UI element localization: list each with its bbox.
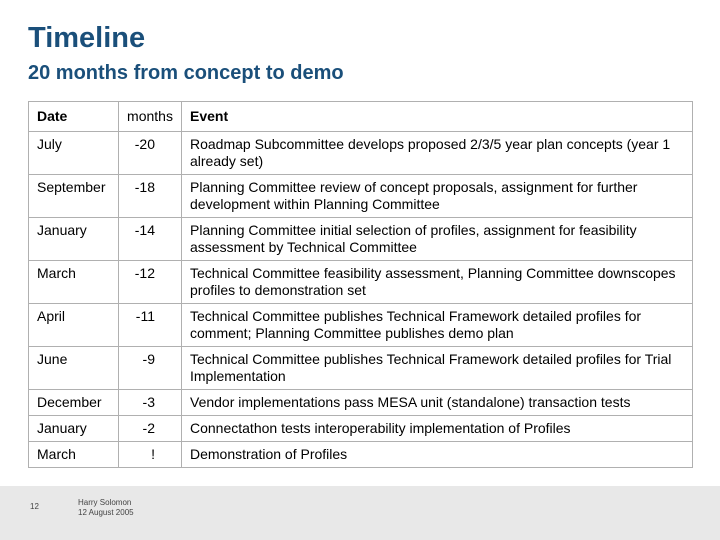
row-event: Technical Committee publishes Technical Framework detailed profiles for Trial Implementation — [182, 347, 693, 390]
row-date: July — [29, 132, 119, 175]
row-months: -2 — [119, 416, 182, 442]
timeline-table — [28, 101, 693, 468]
row-date: December — [29, 390, 119, 416]
table-row — [29, 442, 693, 468]
table-row — [29, 416, 693, 442]
row-date: March — [29, 261, 119, 304]
row-date: April — [29, 304, 119, 347]
footer-author: Harry Solomon — [78, 498, 132, 507]
column-header-event: Event — [182, 102, 693, 132]
row-months: -18 — [119, 175, 182, 218]
row-months: -20 — [119, 132, 182, 175]
footer-author-block — [78, 498, 134, 518]
row-event: Roadmap Subcommittee develops proposed 2/3/5 year plan concepts (year 1 already set) — [182, 132, 693, 175]
table-row — [29, 347, 693, 390]
row-date: March — [29, 442, 119, 468]
row-event: Demonstration of Profiles — [182, 442, 693, 468]
column-header-date: Date — [29, 102, 119, 132]
page-title: Timeline — [28, 22, 146, 54]
page-subtitle: 20 months from concept to demo — [28, 62, 344, 84]
table-row — [29, 175, 693, 218]
row-date: September — [29, 175, 119, 218]
table-row — [29, 218, 693, 261]
table-row — [29, 304, 693, 347]
row-event: Planning Committee review of concept proposals, assignment for further development within Planning Committee — [182, 175, 693, 218]
row-months: -12 — [119, 261, 182, 304]
row-months: -9 — [119, 347, 182, 390]
footer-date: 12 August 2005 — [78, 508, 134, 517]
row-months: -3 — [119, 390, 182, 416]
row-event: Technical Committee publishes Technical Framework detailed profiles for comment; Planning Committee publishes demo plan — [182, 304, 693, 347]
row-date: June — [29, 347, 119, 390]
row-event: Connectathon tests interoperability implementation of Profiles — [182, 416, 693, 442]
footer-page-number: 12 — [30, 502, 39, 511]
row-event: Technical Committee feasibility assessment, Planning Committee downscopes profiles to demonstration set — [182, 261, 693, 304]
table-row — [29, 132, 693, 175]
column-header-months: months — [119, 102, 182, 132]
row-months: -11 — [119, 304, 182, 347]
row-event: Vendor implementations pass MESA unit (standalone) transaction tests — [182, 390, 693, 416]
table-row — [29, 390, 693, 416]
table-row — [29, 261, 693, 304]
row-event: Planning Committee initial selection of profiles, assignment for feasibility assessment by Technical Committee — [182, 218, 693, 261]
row-date: January — [29, 416, 119, 442]
row-months: -14 — [119, 218, 182, 261]
row-months: ! — [119, 442, 182, 468]
row-date: January — [29, 218, 119, 261]
table-header-row — [29, 102, 693, 132]
